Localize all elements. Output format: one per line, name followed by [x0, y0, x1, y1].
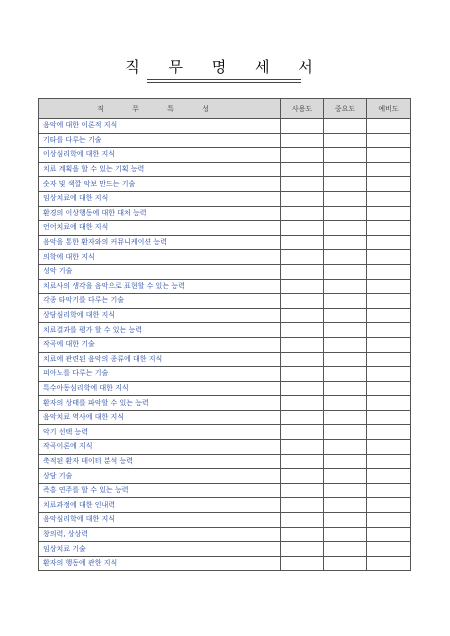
usage-cell[interactable] — [281, 527, 324, 542]
item-label: 임상치료에 대한 지식 — [39, 191, 281, 206]
item-label: 언어치료에 대한 지식 — [39, 221, 281, 236]
item-label: 환경의 이상행동에 대한 대처 능력 — [39, 206, 281, 221]
table-row — [39, 381, 411, 396]
usage-cell[interactable] — [281, 440, 324, 455]
table-row — [39, 440, 411, 455]
table-row — [39, 527, 411, 542]
column-header-importance: 중요도 — [324, 99, 367, 119]
importance-cell[interactable] — [324, 527, 367, 542]
page-title: 직 무 명 세 서 — [125, 58, 325, 76]
item-label: 환자의 행동에 관한 지식 — [39, 556, 281, 571]
preparedness-cell[interactable] — [367, 483, 411, 498]
table-row — [39, 119, 411, 134]
column-header-usage: 사용도 — [281, 99, 324, 119]
usage-cell[interactable] — [281, 191, 324, 206]
preparedness-cell[interactable] — [367, 264, 411, 279]
title-underline — [147, 79, 301, 80]
table-row — [39, 498, 411, 513]
usage-cell[interactable] — [281, 221, 324, 236]
item-label: 축적된 환자 데이터 분석 능력 — [39, 454, 281, 469]
item-label: 숫자 및 색깔 악보 만드는 기술 — [39, 177, 281, 192]
item-label: 환자의 상태를 파악할 수 있는 능력 — [39, 396, 281, 411]
table-row — [39, 367, 411, 382]
table-row — [39, 264, 411, 279]
table-row — [39, 162, 411, 177]
importance-cell[interactable] — [324, 250, 367, 265]
usage-cell[interactable] — [281, 235, 324, 250]
usage-cell[interactable] — [281, 323, 324, 338]
preparedness-cell[interactable] — [367, 425, 411, 440]
item-label: 치료결과를 평가 할 수 있는 능력 — [39, 323, 281, 338]
item-label: 작곡이론에 지식 — [39, 440, 281, 455]
table-row — [39, 483, 411, 498]
usage-cell[interactable] — [281, 264, 324, 279]
importance-cell[interactable] — [324, 323, 367, 338]
preparedness-cell[interactable] — [367, 440, 411, 455]
preparedness-cell[interactable] — [367, 527, 411, 542]
item-label: 음악에 대한 이론적 지식 — [39, 119, 281, 134]
usage-cell[interactable] — [281, 294, 324, 309]
importance-cell[interactable] — [324, 279, 367, 294]
table-row — [39, 542, 411, 557]
importance-cell[interactable] — [324, 381, 367, 396]
importance-cell[interactable] — [324, 425, 367, 440]
importance-cell[interactable] — [324, 294, 367, 309]
usage-cell[interactable] — [281, 133, 324, 148]
table-row — [39, 410, 411, 425]
importance-cell[interactable] — [324, 221, 367, 236]
table-row — [39, 337, 411, 352]
usage-cell[interactable] — [281, 177, 324, 192]
table-row — [39, 396, 411, 411]
preparedness-cell[interactable] — [367, 556, 411, 571]
table-row — [39, 513, 411, 528]
table-row — [39, 177, 411, 192]
usage-cell[interactable] — [281, 498, 324, 513]
usage-cell[interactable] — [281, 410, 324, 425]
importance-cell[interactable] — [324, 235, 367, 250]
item-label: 음악심리학에 대한 지식 — [39, 513, 281, 528]
item-label: 기타를 다루는 기술 — [39, 133, 281, 148]
preparedness-cell[interactable] — [367, 235, 411, 250]
usage-cell[interactable] — [281, 352, 324, 367]
preparedness-cell[interactable] — [367, 206, 411, 221]
item-label: 치료과정에 대한 인내력 — [39, 498, 281, 513]
usage-cell[interactable] — [281, 367, 324, 382]
item-label: 악기 선택 능력 — [39, 425, 281, 440]
column-header-item: 직 무 특 성 — [39, 99, 281, 119]
usage-cell[interactable] — [281, 556, 324, 571]
preparedness-cell[interactable] — [367, 381, 411, 396]
preparedness-cell[interactable] — [367, 148, 411, 163]
table-header-row — [39, 99, 411, 119]
item-label: 각종 타악기를 다루는 기술 — [39, 294, 281, 309]
table-row — [39, 250, 411, 265]
usage-cell[interactable] — [281, 513, 324, 528]
preparedness-cell[interactable] — [367, 337, 411, 352]
usage-cell[interactable] — [281, 483, 324, 498]
table-row — [39, 148, 411, 163]
table-row — [39, 352, 411, 367]
importance-cell[interactable] — [324, 337, 367, 352]
importance-cell[interactable] — [324, 162, 367, 177]
importance-cell[interactable] — [324, 264, 367, 279]
usage-cell[interactable] — [281, 206, 324, 221]
importance-cell[interactable] — [324, 191, 367, 206]
importance-cell[interactable] — [324, 206, 367, 221]
preparedness-cell[interactable] — [367, 191, 411, 206]
importance-cell[interactable] — [324, 148, 367, 163]
usage-cell[interactable] — [281, 279, 324, 294]
importance-cell[interactable] — [324, 367, 367, 382]
usage-cell[interactable] — [281, 469, 324, 484]
preparedness-cell[interactable] — [367, 177, 411, 192]
preparedness-cell[interactable] — [367, 454, 411, 469]
preparedness-cell[interactable] — [367, 469, 411, 484]
item-label: 상담심리학에 대한 지식 — [39, 308, 281, 323]
item-label: 상담 기술 — [39, 469, 281, 484]
item-label: 성악 기술 — [39, 264, 281, 279]
importance-cell[interactable] — [324, 133, 367, 148]
column-header-preparedness: 예비도 — [367, 99, 411, 119]
preparedness-cell[interactable] — [367, 396, 411, 411]
preparedness-cell[interactable] — [367, 513, 411, 528]
preparedness-cell[interactable] — [367, 133, 411, 148]
title-underline-double — [147, 82, 301, 83]
importance-cell[interactable] — [324, 556, 367, 571]
usage-cell[interactable] — [281, 454, 324, 469]
importance-cell[interactable] — [324, 498, 367, 513]
preparedness-cell[interactable] — [367, 367, 411, 382]
table-row — [39, 294, 411, 309]
usage-cell[interactable] — [281, 337, 324, 352]
importance-cell[interactable] — [324, 483, 367, 498]
table-row — [39, 133, 411, 148]
item-label: 치료에 관련된 음악의 종류에 대한 지식 — [39, 352, 281, 367]
item-label: 치료 계획을 할 수 있는 기획 능력 — [39, 162, 281, 177]
item-label: 임상치료 기술 — [39, 542, 281, 557]
preparedness-cell[interactable] — [367, 279, 411, 294]
preparedness-cell[interactable] — [367, 323, 411, 338]
usage-cell[interactable] — [281, 542, 324, 557]
item-label: 피아노를 다루는 기술 — [39, 367, 281, 382]
preparedness-cell[interactable] — [367, 542, 411, 557]
usage-cell[interactable] — [281, 148, 324, 163]
importance-cell[interactable] — [324, 352, 367, 367]
preparedness-cell[interactable] — [367, 308, 411, 323]
table-row — [39, 323, 411, 338]
item-label: 특수아동심리학에 대한 지식 — [39, 381, 281, 396]
table-row — [39, 556, 411, 571]
preparedness-cell[interactable] — [367, 498, 411, 513]
importance-cell[interactable] — [324, 308, 367, 323]
importance-cell[interactable] — [324, 119, 367, 134]
preparedness-cell[interactable] — [367, 294, 411, 309]
preparedness-cell[interactable] — [367, 221, 411, 236]
importance-cell[interactable] — [324, 469, 367, 484]
usage-cell[interactable] — [281, 162, 324, 177]
table-row — [39, 279, 411, 294]
usage-cell[interactable] — [281, 119, 324, 134]
item-label: 음악을 통한 환자와의 커뮤니케이션 능력 — [39, 235, 281, 250]
importance-cell[interactable] — [324, 177, 367, 192]
usage-cell[interactable] — [281, 425, 324, 440]
usage-cell[interactable] — [281, 250, 324, 265]
preparedness-cell[interactable] — [367, 410, 411, 425]
usage-cell[interactable] — [281, 308, 324, 323]
table-row — [39, 235, 411, 250]
usage-cell[interactable] — [281, 396, 324, 411]
item-label: 즉흥 연주를 할 수 있는 능력 — [39, 483, 281, 498]
item-label: 치료사의 생각을 음악으로 표현할 수 있는 능력 — [39, 279, 281, 294]
preparedness-cell[interactable] — [367, 162, 411, 177]
item-label: 의학에 대한 지식 — [39, 250, 281, 265]
preparedness-cell[interactable] — [367, 119, 411, 134]
job-specification-table — [38, 98, 411, 571]
item-label: 이상심리학에 대한 지식 — [39, 148, 281, 163]
table-row — [39, 454, 411, 469]
usage-cell[interactable] — [281, 381, 324, 396]
importance-cell[interactable] — [324, 513, 367, 528]
importance-cell[interactable] — [324, 440, 367, 455]
item-label: 음악치료 역사에 대한 지식 — [39, 410, 281, 425]
importance-cell[interactable] — [324, 542, 367, 557]
table-row — [39, 469, 411, 484]
table-row — [39, 191, 411, 206]
item-label: 창의력, 상상력 — [39, 527, 281, 542]
importance-cell[interactable] — [324, 410, 367, 425]
preparedness-cell[interactable] — [367, 250, 411, 265]
table-row — [39, 308, 411, 323]
table-row — [39, 206, 411, 221]
importance-cell[interactable] — [324, 454, 367, 469]
preparedness-cell[interactable] — [367, 352, 411, 367]
table-row — [39, 425, 411, 440]
item-label: 작곡에 대한 기술 — [39, 337, 281, 352]
importance-cell[interactable] — [324, 396, 367, 411]
table-row — [39, 221, 411, 236]
